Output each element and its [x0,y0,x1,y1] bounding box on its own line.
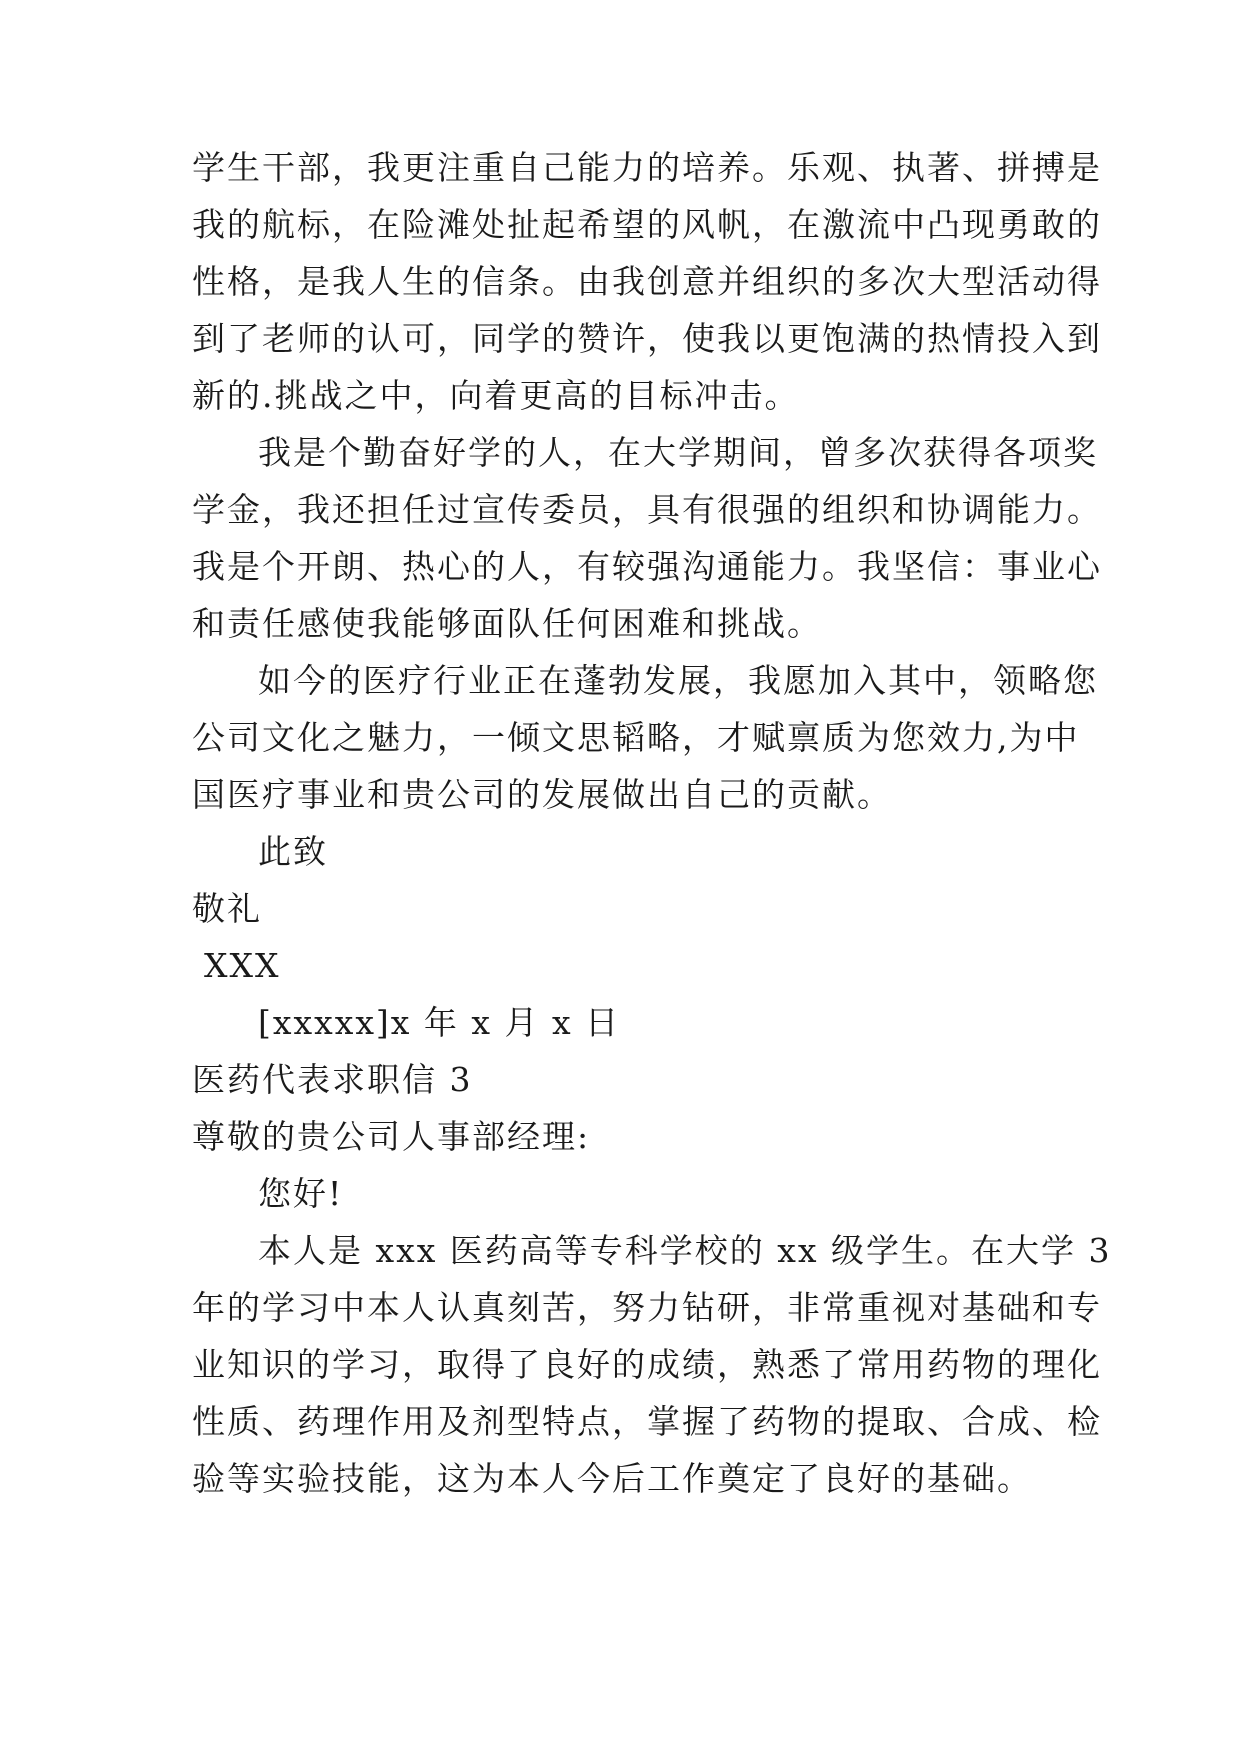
body-text-line: 业知识的学习，取得了良好的成绩，熟悉了常用药物的理化 [192,1345,1102,1384]
body-text-line: 到了老师的认可，同学的赞许，使我以更饱满的热情投入到 [192,319,1102,358]
paragraph-start: 如今的医疗行业正在蓬勃发展，我愿加入其中，领略您 [258,661,1098,700]
body-text-line: 性格，是我人生的信条。由我创意并组织的多次大型活动得 [192,262,1102,301]
signature-date: [xxxxx]x 年 x 月 x 日 [258,1003,621,1042]
body-text-line: 学金，我还担任过宣传委员，具有很强的组织和协调能力。 [192,490,1102,529]
body-text-line: 学生干部，我更注重自己能力的培养。乐观、执著、拼搏是 [192,148,1102,187]
body-text-line: 我是个开朗、热心的人，有较强沟通能力。我坚信：事业心 [192,547,1102,586]
section-title: 医药代表求职信 3 [192,1060,473,1099]
recipient-greeting: 尊敬的贵公司人事部经理: [192,1117,591,1156]
closing-phrase: 此致 [258,832,328,871]
paragraph-start: 我是个勤奋好学的人，在大学期间，曾多次获得各项奖 [258,433,1098,472]
body-text-line: 公司文化之魅力，一倾文思韬略，才赋禀质为您效力,为中 [192,718,1080,757]
body-text-line: 性质、药理作用及剂型特点，掌握了药物的提取、合成、检 [192,1402,1102,1441]
body-text-line: 新的.挑战之中，向着更高的目标冲击。 [192,376,800,415]
greeting: 您好! [258,1174,344,1213]
body-text-line: 我的航标，在险滩处扯起希望的风帆，在激流中凸现勇敢的 [192,205,1102,244]
paragraph-start: 本人是 xxx 医药高等专科学校的 xx 级学生。在大学 3 [258,1231,1112,1270]
body-text-line: 年的学习中本人认真刻苦，努力钻研，非常重视对基础和专 [192,1288,1102,1327]
salutation-regards: 敬礼 [192,889,262,928]
signature-name: XXX [204,946,281,985]
body-text-line: 和责任感使我能够面队任何困难和挑战。 [192,604,822,643]
body-text-line: 验等实验技能，这为本人今后工作奠定了良好的基础。 [192,1459,1032,1498]
body-text-line: 国医疗事业和贵公司的发展做出自己的贡献。 [192,775,892,814]
